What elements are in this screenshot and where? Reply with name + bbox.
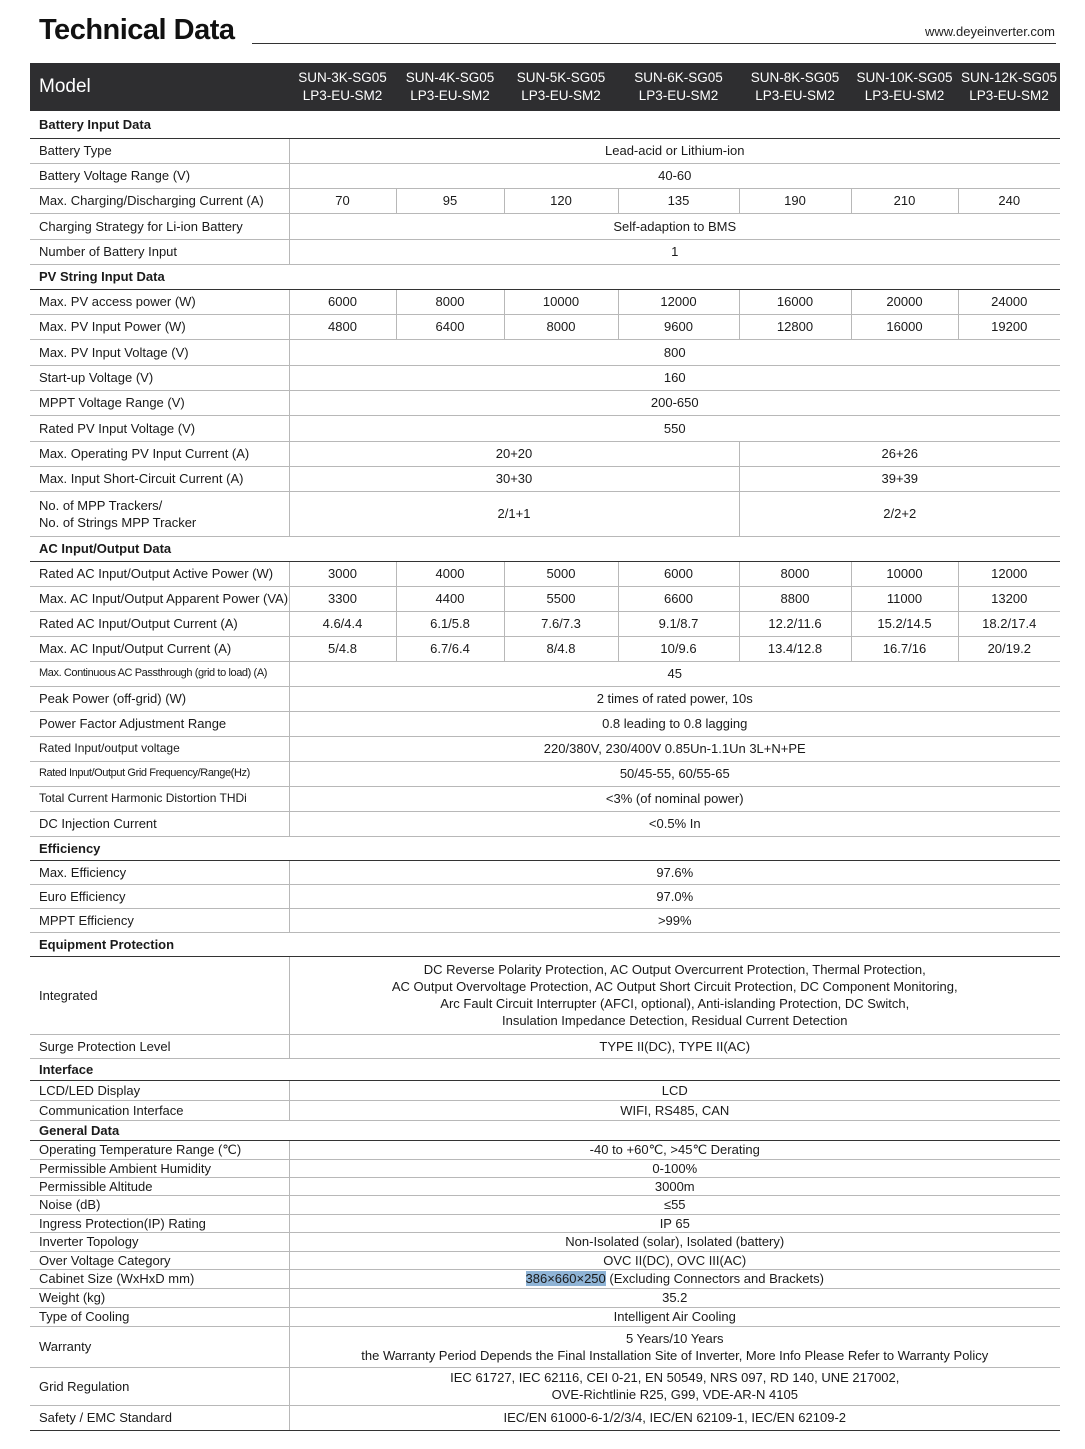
table-row [30, 736, 1060, 761]
table-row [30, 1367, 1060, 1405]
row-label: Type of Cooling [30, 1307, 289, 1326]
section-title: Efficiency [30, 836, 1060, 860]
row-label: MPPT Efficiency [30, 908, 289, 932]
row-value: Intelligent Air Cooling [289, 1307, 1060, 1326]
table-row [30, 1080, 1060, 1100]
table-row [30, 1326, 1060, 1367]
row-label: Power Factor Adjustment Range [30, 711, 289, 736]
row-value: 35.2 [289, 1288, 1060, 1307]
row-label: Total Current Harmonic Distortion THDi [30, 786, 289, 811]
row-label: Safety / EMC Standard [30, 1405, 289, 1430]
row-value: 200-650 [289, 390, 1060, 415]
table-row [30, 466, 1060, 491]
section-row [30, 1120, 1060, 1140]
section-row [30, 932, 1060, 956]
row-label: Rated Input/Output Grid Frequency/Range(Hz) [30, 761, 289, 786]
row-value: 12800 [739, 314, 851, 339]
section-title: Equipment Protection [30, 932, 1060, 956]
model-header-label: Model [39, 76, 91, 97]
row-label: Rated AC Input/Output Current (A) [30, 611, 289, 636]
row-value: 97.0% [289, 884, 1060, 908]
table-row [30, 711, 1060, 736]
row-value: 240 [958, 188, 1060, 213]
row-value: 10/9.6 [618, 636, 739, 661]
row-value: 4000 [396, 561, 504, 586]
row-value: 50/45-55, 60/55-65 [289, 761, 1060, 786]
row-value: 6000 [618, 561, 739, 586]
row-value: 45 [289, 661, 1060, 686]
row-value: 210 [851, 188, 958, 213]
row-label: Operating Temperature Range (℃) [30, 1140, 289, 1159]
row-value: 4400 [396, 586, 504, 611]
row-value: 3300 [289, 586, 396, 611]
row-label: Max. AC Input/Output Current (A) [30, 636, 289, 661]
row-value: Self-adaption to BMS [289, 213, 1060, 239]
section-row [30, 536, 1060, 561]
row-label: Rated PV Input Voltage (V) [30, 415, 289, 441]
table-row [30, 1195, 1060, 1214]
row-label: Max. PV Input Voltage (V) [30, 339, 289, 365]
table-row [30, 365, 1060, 390]
row-value: WIFI, RS485, CAN [289, 1100, 1060, 1120]
row-label: Euro Efficiency [30, 884, 289, 908]
row-value: 8800 [739, 586, 851, 611]
row-value: 1 [289, 239, 1060, 264]
model-column-header: SUN-4K-SG05 LP3-EU-SM2 [405, 70, 495, 103]
row-value: 20000 [851, 289, 958, 314]
technical-data-table [30, 63, 1060, 1431]
row-value: 120 [504, 188, 618, 213]
row-value: 8000 [396, 289, 504, 314]
row-value: 4.6/4.4 [289, 611, 396, 636]
section-row [30, 836, 1060, 860]
row-value: -40 to +60℃, >45℃ Derating [289, 1140, 1060, 1159]
row-value: 6600 [618, 586, 739, 611]
row-value: 18.2/17.4 [958, 611, 1060, 636]
table-row [30, 314, 1060, 339]
table-row [30, 390, 1060, 415]
row-label: Surge Protection Level [30, 1034, 289, 1058]
table-row [30, 1034, 1060, 1058]
section-title: AC Input/Output Data [30, 536, 1060, 561]
row-label: Battery Voltage Range (V) [30, 163, 289, 188]
row-label: Noise (dB) [30, 1195, 289, 1214]
table-row [30, 188, 1060, 213]
row-value: 24000 [958, 289, 1060, 314]
table-row [30, 1100, 1060, 1120]
table-row [30, 1177, 1060, 1195]
row-label: Max. PV access power (W) [30, 289, 289, 314]
row-value: 10000 [851, 561, 958, 586]
table-row [30, 908, 1060, 932]
row-label: Warranty [30, 1326, 289, 1367]
row-value: 16000 [739, 289, 851, 314]
table-row [30, 441, 1060, 466]
section-title: PV String Input Data [30, 264, 1060, 289]
row-value: 2 times of rated power, 10s [289, 686, 1060, 711]
row-value: <3% (of nominal power) [289, 786, 1060, 811]
row-label: Max. Continuous AC Passthrough (grid to load) (A) [30, 661, 289, 686]
row-label: Max. AC Input/Output Apparent Power (VA) [30, 586, 289, 611]
row-label: Integrated [30, 956, 289, 1034]
size-note: (Excluding Connectors and Brackets) [605, 1271, 824, 1286]
row-label: Start-up Voltage (V) [30, 365, 289, 390]
row-label: Rated Input/output voltage [30, 736, 289, 761]
row-value: 97.6% [289, 860, 1060, 884]
row-value: 7.6/7.3 [504, 611, 618, 636]
row-value: 13200 [958, 586, 1060, 611]
row-value: 190 [739, 188, 851, 213]
model-column-header: SUN-3K-SG05 LP3-EU-SM2 [298, 70, 387, 103]
table-row [30, 415, 1060, 441]
website-url[interactable]: www.deyeinverter.com [924, 24, 1055, 39]
row-value: <0.5% In [289, 811, 1060, 836]
row-value: 6000 [289, 289, 396, 314]
row-value: OVC II(DC), OVC III(AC) [289, 1251, 1060, 1269]
row-label: Weight (kg) [30, 1288, 289, 1307]
row-value: 95 [396, 188, 504, 213]
row-label: No. of MPP Trackers/ No. of Strings MPP Tracker [30, 491, 289, 536]
row-value: 6.1/5.8 [396, 611, 504, 636]
table-row [30, 1251, 1060, 1269]
table-row [30, 1214, 1060, 1232]
row-label: Max. Efficiency [30, 860, 289, 884]
table-row [30, 686, 1060, 711]
row-label: Over Voltage Category [30, 1251, 289, 1269]
table-row [30, 956, 1060, 1034]
row-value: 800 [289, 339, 1060, 365]
title-divider [252, 43, 1056, 44]
model-header-row [30, 63, 1060, 111]
row-value: 160 [289, 365, 1060, 390]
row-label: Permissible Altitude [30, 1177, 289, 1195]
model-column-header: SUN-8K-SG05 LP3-EU-SM2 [750, 70, 840, 103]
row-label: MPPT Voltage Range (V) [30, 390, 289, 415]
row-value: 10000 [504, 289, 618, 314]
model-column-header: SUN-12K-SG05 LP3-EU-SM2 [960, 70, 1058, 103]
row-value: 0.8 leading to 0.8 lagging [289, 711, 1060, 736]
table-row [30, 661, 1060, 686]
table-row [30, 491, 1060, 536]
table-row [30, 561, 1060, 586]
section-row [30, 1058, 1060, 1080]
row-value: 12000 [618, 289, 739, 314]
row-value: 30+30 [289, 466, 739, 491]
row-label: Grid Regulation [30, 1367, 289, 1405]
row-value: 5000 [504, 561, 618, 586]
table-row [30, 239, 1060, 264]
row-value: 19200 [958, 314, 1060, 339]
row-value: 4800 [289, 314, 396, 339]
row-value: ≤55 [289, 1195, 1060, 1214]
row-value: >99% [289, 908, 1060, 932]
row-value: 12.2/11.6 [739, 611, 851, 636]
row-value: 16000 [851, 314, 958, 339]
row-value: 20+20 [289, 441, 739, 466]
section-title: General Data [30, 1120, 1060, 1140]
model-column-header: SUN-5K-SG05 LP3-EU-SM2 [516, 70, 606, 103]
table-row [30, 138, 1060, 163]
row-value: 16.7/16 [851, 636, 958, 661]
row-value: 5 Years/10 Years the Warranty Period Depends the Final Installation Site of Inverter, More Info Please Refer to Warranty Policy [289, 1326, 1060, 1367]
row-value: 26+26 [739, 441, 1060, 466]
selected-text-highlight[interactable]: 386×660×250 [525, 1271, 606, 1286]
section-row [30, 264, 1060, 289]
table-row [30, 761, 1060, 786]
row-value: 70 [289, 188, 396, 213]
table-row [30, 586, 1060, 611]
table-row [30, 1269, 1060, 1288]
row-value: 2/1+1 [289, 491, 739, 536]
row-value: 39+39 [739, 466, 1060, 491]
row-label: Max. PV Input Power (W) [30, 314, 289, 339]
table-row [30, 339, 1060, 365]
table-row [30, 1159, 1060, 1177]
row-label: Permissible Ambient Humidity [30, 1159, 289, 1177]
row-value: 12000 [958, 561, 1060, 586]
table-row [30, 884, 1060, 908]
table-row [30, 611, 1060, 636]
row-value: IEC 61727, IEC 62116, CEI 0-21, EN 50549, NRS 097, RD 140, UNE 217002, OVE-Richtlinie R25, G99, VDE-AR-N 4105 [289, 1367, 1060, 1405]
row-label: Max. Input Short-Circuit Current (A) [30, 466, 289, 491]
table-row [30, 1307, 1060, 1326]
row-value: 20/19.2 [958, 636, 1060, 661]
model-column-header: SUN-6K-SG05 LP3-EU-SM2 [634, 70, 723, 103]
row-value: TYPE II(DC), TYPE II(AC) [289, 1034, 1060, 1058]
row-value: 3000 [289, 561, 396, 586]
row-value: Non-Isolated (solar), Isolated (battery) [289, 1232, 1060, 1251]
row-value: 5500 [504, 586, 618, 611]
row-value: 6400 [396, 314, 504, 339]
table-row [30, 163, 1060, 188]
row-label: Max. Charging/Discharging Current (A) [30, 188, 289, 213]
row-label: DC Injection Current [30, 811, 289, 836]
row-value: LCD [289, 1080, 1060, 1100]
row-value: Lead-acid or Lithium-ion [289, 138, 1060, 163]
row-label: Max. Operating PV Input Current (A) [30, 441, 289, 466]
row-value: 3000m [289, 1177, 1060, 1195]
row-value: 13.4/12.8 [739, 636, 851, 661]
row-value: IEC/EN 61000-6-1/2/3/4, IEC/EN 62109-1, IEC/EN 62109-2 [289, 1405, 1060, 1430]
table-row [30, 1140, 1060, 1159]
table-row [30, 811, 1060, 836]
row-value: 5/4.8 [289, 636, 396, 661]
row-value: IP 65 [289, 1214, 1060, 1232]
row-value: 11000 [851, 586, 958, 611]
row-value: 220/380V, 230/400V 0.85Un-1.1Un 3L+N+PE [289, 736, 1060, 761]
row-value: 8000 [504, 314, 618, 339]
row-value: 8/4.8 [504, 636, 618, 661]
row-value: 2/2+2 [739, 491, 1060, 536]
row-label: Communication Interface [30, 1100, 289, 1120]
row-value: 15.2/14.5 [851, 611, 958, 636]
row-value: 8000 [739, 561, 851, 586]
row-label: Number of Battery Input [30, 239, 289, 264]
row-value: 0-100% [289, 1159, 1060, 1177]
row-label: Cabinet Size (WxHxD mm) [30, 1269, 289, 1288]
section-title: Battery Input Data [30, 111, 1060, 138]
row-label: LCD/LED Display [30, 1080, 289, 1100]
table-row [30, 1232, 1060, 1251]
table-row [30, 786, 1060, 811]
row-label: Rated AC Input/Output Active Power (W) [30, 561, 289, 586]
table-row [30, 860, 1060, 884]
row-value: 9.1/8.7 [618, 611, 739, 636]
row-label: Ingress Protection(IP) Rating [30, 1214, 289, 1232]
row-value [289, 1269, 1060, 1288]
row-label: Battery Type [30, 138, 289, 163]
table-row [30, 213, 1060, 239]
row-value: 40-60 [289, 163, 1060, 188]
table-row [30, 1405, 1060, 1430]
model-column-header: SUN-10K-SG05 LP3-EU-SM2 [856, 70, 953, 103]
row-label: Inverter Topology [30, 1232, 289, 1251]
row-value: 9600 [618, 314, 739, 339]
section-row [30, 111, 1060, 138]
section-title: Interface [30, 1058, 1060, 1080]
row-value: 135 [618, 188, 739, 213]
table-row [30, 636, 1060, 661]
row-value: DC Reverse Polarity Protection, AC Output Overcurrent Protection, Thermal Protection, AC Output Overvoltage Protection, AC Output Short Circuit Protection, DC Component Monitoring, Arc Fault Circuit Interrupter (AFCI, optional), Anti-islanding Protection, DC Switch, Insulation Impedance Detection, Residual Current Detection [289, 956, 1060, 1034]
row-value: 6.7/6.4 [396, 636, 504, 661]
row-value: 550 [289, 415, 1060, 441]
table-row [30, 289, 1060, 314]
row-label: Charging Strategy for Li-ion Battery [30, 213, 289, 239]
row-label: Peak Power (off-grid) (W) [30, 686, 289, 711]
table-row [30, 1288, 1060, 1307]
page-title: Technical Data [39, 14, 235, 46]
